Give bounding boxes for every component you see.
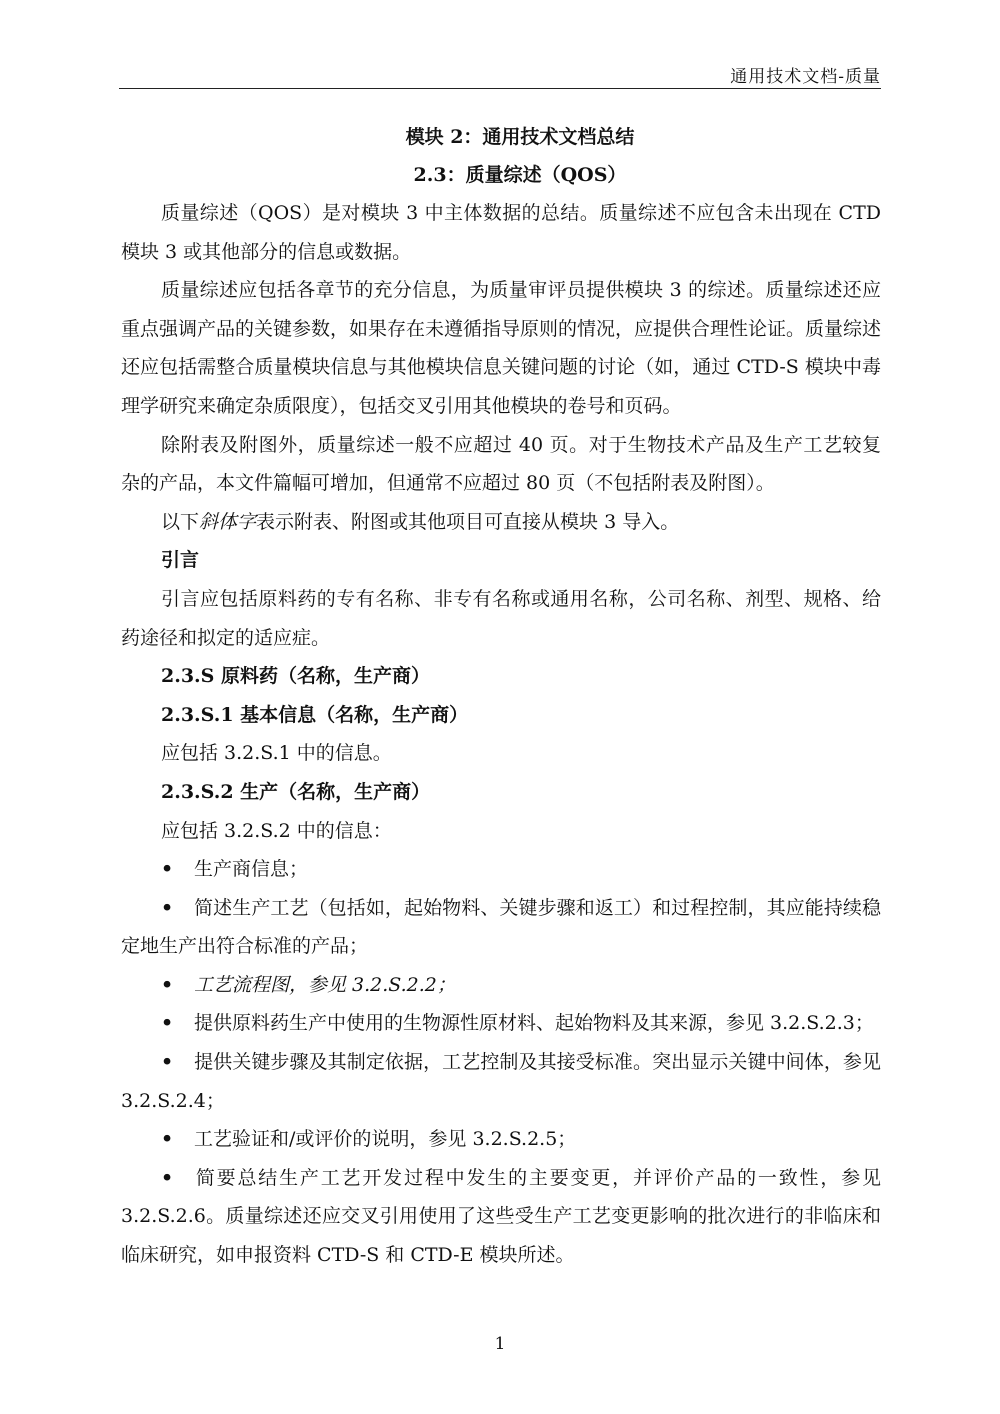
italic-note-term: 斜体字	[199, 510, 257, 533]
module-title: 模块 2：通用技术文档总结	[405, 126, 635, 148]
heading-2-3-s-1: 2.3.S.1 基本信息（名称，生产商）	[161, 703, 469, 726]
bullet-text: 提供原料药生产中使用的生物源性原材料、起始物料及其来源，参见 3.2.S.2.3；	[194, 1012, 874, 1035]
list-item	[121, 889, 881, 966]
bullet-text: 工艺验证和/或评价的说明，参见 3.2.S.2.5；	[194, 1128, 577, 1151]
paragraph-s2: 应包括 3.2.S.2 中的信息：	[161, 819, 392, 842]
heading-2-3-s: 2.3.S 原料药（名称，生产商）	[161, 665, 431, 688]
bullet-icon: •	[161, 1128, 174, 1151]
list-item	[121, 1043, 881, 1120]
heading-2-3-s-2: 2.3.S.2 生产（名称，生产商）	[161, 780, 431, 803]
bullet-text: 简述生产工艺（包括如，起始物料、关键步骤和返工）和过程控制，其应能持续稳定地生产出符合标准的产品；	[121, 896, 881, 958]
bullet-text: 生产商信息；	[194, 858, 309, 881]
bullet-text: 提供关键步骤及其制定依据，工艺控制及其接受标准。突出显示关键中间体，参见 3.2.S.2.4；	[121, 1051, 881, 1112]
list-item	[121, 966, 881, 1005]
paragraph-italic-note	[121, 503, 881, 542]
bullet-text: 简要总结生产工艺开发过程中发生的主要变更，并评价产品的一致性，参见 3.2.S.2.6。质量综述还应交叉引用使用了这些受生产工艺变更影响的批次进行的非临床和临床研究，如申报资料 CTD-S 和 CTD-E 模块所述。	[121, 1166, 881, 1267]
bullet-icon: •	[161, 896, 174, 919]
bullet-text-italic: 工艺流程图，参见 3.2.S.2.2；	[194, 973, 456, 996]
italic-note-post: 表示附表、附图或其他项目可直接从模块 3 导入。	[256, 510, 680, 533]
bullet-icon: •	[161, 973, 174, 996]
paragraph-introduction: 引言应包括原料药的专有名称、非专有名称或通用名称，公司名称、剂型、规格、给药途径和拟定的适应症。	[121, 587, 881, 649]
heading-introduction: 引言	[161, 549, 200, 572]
list-item	[121, 1120, 881, 1159]
page-body	[121, 118, 881, 1275]
bullet-icon: •	[161, 1166, 174, 1189]
paragraph-qos-length: 除附表及附图外，质量综述一般不应超过 40 页。对于生物技术产品及生产工艺较复杂的产品，本文件篇幅可增加，但通常不应超过 80 页（不包括附表及附图）。	[121, 433, 881, 495]
list-item	[121, 1159, 881, 1275]
paragraph-qos-definition: 质量综述（QOS）是对模块 3 中主体数据的总结。质量综述不应包含未出现在 CTD 模块 3 或其他部分的信息或数据。	[121, 202, 881, 263]
paragraph-qos-content: 质量综述应包括各章节的充分信息，为质量审评员提供模块 3 的综述。质量综述还应重点强调产品的关键参数，如果存在未遵循指导原则的情况，应提供合理性论证。质量综述还应包括需整合质量模块信息与其他模块信息关键问题的讨论（如，通过 CTD-S 模块中毒理学研究来确定杂质限度），包括交叉引用其他模块的卷号和页码。	[121, 279, 882, 417]
bullet-icon: •	[161, 1012, 174, 1035]
bullet-icon: •	[161, 1051, 174, 1074]
italic-note-pre: 以下	[161, 510, 200, 533]
section-title: 2.3：质量综述（QOS）	[413, 164, 627, 186]
bullet-icon: •	[161, 858, 174, 881]
page-number: 1	[494, 1334, 506, 1354]
paragraph-s1: 应包括 3.2.S.1 中的信息。	[161, 742, 392, 765]
list-item	[121, 850, 881, 889]
header-divider	[119, 88, 881, 89]
running-header: 通用技术文档-质量	[730, 67, 881, 87]
list-item	[121, 1004, 881, 1043]
